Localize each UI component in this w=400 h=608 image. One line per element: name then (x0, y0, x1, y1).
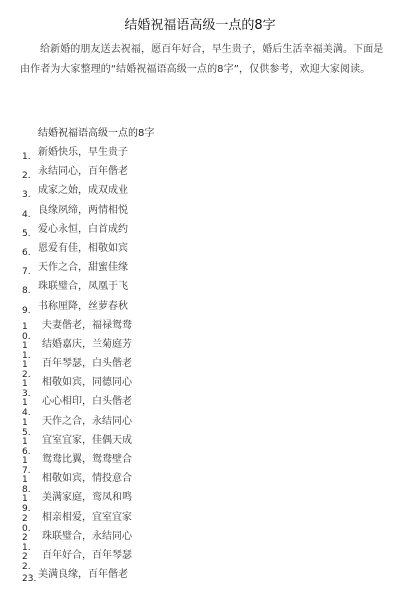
list-item (22, 224, 222, 243)
list-item (22, 530, 222, 553)
list-item-text: 夫妻偕老，福禄鸳鸯 (42, 319, 132, 331)
list-item (22, 262, 222, 281)
list-item (22, 166, 222, 185)
list-item-number: 7. (22, 267, 31, 278)
list-item-number: 19. (22, 494, 31, 515)
list-item-number: 13. (22, 379, 31, 400)
list-item-number: 12. (22, 360, 31, 381)
list-item-number: 21. (22, 532, 31, 553)
list-item-number: 8. (22, 286, 31, 297)
list-item-text: 良缘夙缔，两情相悦 (38, 204, 128, 216)
list-item-number: 11. (22, 340, 31, 361)
list-item (22, 511, 222, 534)
list-item-text: 天作之合，永结同心 (42, 415, 132, 427)
list-item (22, 454, 222, 476)
list-item-text: 鸳鸯比翼，鸳鸯壁合 (42, 454, 132, 465)
list-item-text: 成家之始，成双成业 (38, 185, 128, 197)
list-item (22, 301, 222, 320)
list-item-number: 17. (22, 456, 31, 476)
list-item-text: 相敬如宾，同德同心 (42, 377, 132, 389)
list-item (22, 358, 222, 381)
list-item-text: 结婚嘉庆，兰菊庭芳 (42, 338, 132, 350)
section-heading: 结婚祝福语高级一点的8字 (38, 128, 155, 139)
list-item-number: 1. (22, 152, 31, 162)
list-item (22, 377, 222, 400)
list-item-number: 3. (22, 190, 31, 201)
list-item-text: 永结同心，百年偕老 (38, 166, 128, 178)
list-item-text: 相敬如宾，情投意合 (42, 473, 132, 485)
list-item-text: 心心相印，白头偕老 (42, 396, 132, 408)
list-item (22, 338, 222, 361)
list-item-text: 百年琴瑟，白头偕老 (42, 358, 132, 370)
list-item (22, 185, 222, 204)
blessing-list (22, 147, 222, 588)
list-item-number: 4. (22, 209, 31, 220)
list-item (22, 243, 222, 262)
list-item-text: 新婚快乐，早生贵子 (38, 147, 128, 158)
list-item (22, 147, 222, 166)
list-item (22, 434, 222, 457)
list-item (22, 549, 222, 572)
list-item (22, 205, 222, 224)
list-item-text: 珠联璧合，凤凰于飞 (38, 281, 128, 293)
list-item-number: 5. (22, 228, 31, 239)
list-item-text: 爱心永恒，白首成约 (38, 223, 128, 235)
list-item-number: 23. (22, 574, 37, 585)
list-item-text: 美满家庭，鸾凤和鸣 (42, 492, 132, 504)
list-item-number: 18. (22, 475, 31, 496)
list-item-number: 10. (22, 321, 31, 342)
list-item-text: 百年好合，百年琴瑟 (42, 549, 132, 561)
list-item (22, 319, 222, 342)
list-item-text: 天作之合，甜蜜佳缘 (38, 262, 128, 274)
list-item-text: 书称厘降，丝萝春秋 (38, 300, 128, 312)
list-item-text: 宜室宜家，佳偶天成 (42, 434, 132, 446)
list-item-text: 美满良缘，百年偕老 (38, 569, 128, 581)
intro-paragraph: 给新婚的朋友送去祝福，愿百年好合，早生贵子，婚后生活幸福美满。下面是由作者为大家整理的“结婚祝福语高级一点的8字”，仅供参考，欢迎大家阅读。 (20, 44, 384, 75)
list-item-number: 15. (22, 417, 31, 438)
list-item-number: 9. (22, 305, 31, 316)
list-item (22, 396, 222, 419)
list-item-text: 恩爱有佳，相敬如宾 (38, 242, 128, 254)
document-title: 结婚祝福语高级一点的8字 (124, 18, 276, 33)
list-item-number: 16. (22, 436, 31, 457)
list-item-number: 22. (22, 551, 31, 572)
list-item (22, 492, 222, 515)
list-item (22, 569, 222, 588)
list-item-text: 珠联璧合，永结同心 (42, 530, 132, 542)
list-item (22, 415, 222, 438)
list-item-number: 6. (22, 247, 31, 258)
list-item-text: 相亲相爱，宜室宜家 (42, 511, 132, 523)
list-item-number: 2. (22, 171, 31, 182)
list-item (22, 473, 222, 496)
list-item-number: 14. (22, 398, 31, 419)
list-item-number: 20. (22, 513, 31, 534)
list-item (22, 281, 222, 300)
